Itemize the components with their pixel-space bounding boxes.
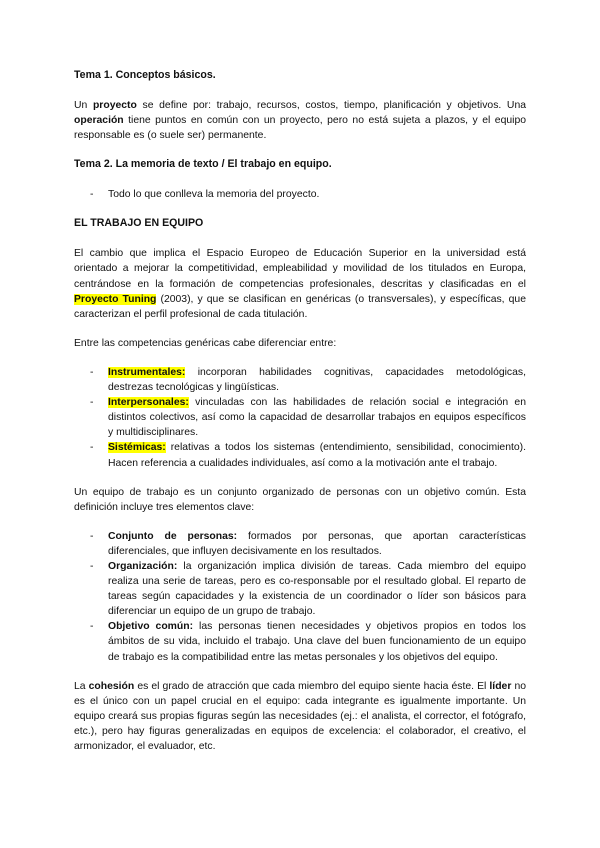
section-paragraph-1: El cambio que implica el Espacio Europeo de Educación Superior en la universidad está orientado a mejorar la competitividad, empleabilidad y movilidad de los titulados en Europa, centrándose en la formación de competencias profesionales, descritas y clasificadas en el Proyecto Tuning (2003), y que se clasifican en genéricas (o transversales), y específicas, que caracterizan el perfil profesional de cada titulación. [74,248,526,320]
tema2-heading: Tema 2. La memoria de texto / El trabajo en equipo. [74,158,332,171]
term-proyecto: proyecto [92,100,137,111]
term-cohesion: cohesión [88,680,135,692]
highlight-term: Instrumentales: [108,366,186,378]
list-item: - Todo lo que conlleva la memoria del proyecto. [90,189,320,201]
tema1-heading: Tema 1. Conceptos básicos. [74,69,216,81]
highlight-term: Sistémicas: [108,442,166,454]
section-heading: EL TRABAJO EN EQUIPO [74,217,204,230]
section-paragraph-2: Entre las competencias genéricas cabe diferenciar entre: [74,337,337,349]
list-item: - Objetivo común: las personas tienen necesidades y objetivos propios en todos los ámbitos de su vida, incluido el trabajo. Una clave del buen funcionamiento de un equipo de trabajo es la compatibilidad entre las metas personales y los objetivos del equipo. [90,621,526,663]
highlight-proyecto-tuning: Proyecto Tuning [74,293,157,305]
highlight-term: Interpersonales: [108,397,189,409]
term-operacion: operación [74,115,124,127]
competencias-list [74,365,526,471]
bold-term: Conjunto de personas: [108,530,238,542]
elementos-list [74,529,526,665]
list-item: - Instrumentales: incorporan habilidades cognitivas, capacidades metodológicas, destrezas tecnológicas y lingüísticas. [90,366,526,394]
list-item: - Organización: la organización implica división de tareas. Cada miembro del equipo realiza una serie de tareas, pero es co-responsable por el resultado global. El reparto de tareas según capacidades y la existencia de un coordinador o líder son básicos para diferenciar un equipo de un grupo de trabajo. [90,560,526,618]
bold-term: Objetivo común: [108,621,194,633]
tema1-paragraph: Un proyecto se define por: trabajo, recursos, costos, tiempo, planificación y objetivos. Una operación tiene puntos en común con un proyecto, pero no está sujeta a plazos, y el equipo responsable es (o suele ser) permanente. [74,100,526,142]
list-item: - Sistémicas: relativas a todos los sistemas (entendimiento, sensibilidad, conocimiento). Hacen referencia a cualidades individuales, así como a la motivación ante el trabajo. [90,442,526,469]
list-item: - Interpersonales: vinculadas con las habilidades de relación social e integración en distintos colectivos, así como la capacidad de desarrollar trabajos en equipos específicos y multidisciplinares. [90,397,526,439]
section-paragraph-3: Un equipo de trabajo es un conjunto organizado de personas con un objetivo común. Esta definición incluye tres elementos clave: [74,486,526,513]
list-item: - Conjunto de personas: formados por personas, que aportan características diferenciales, que influyen decisivamente en los resultados. [90,530,526,557]
term-lider: líder [489,680,512,692]
section-paragraph-4: La cohesión es el grado de atracción que cada miembro del equipo siente hacia éste. El líder no es el único con un papel crucial en el equipo: cada integrante es igualmente importante. Un equipo creará sus propias figuras según las necesidades (ej.: el analista, el corrector, el fotógrafo, etc.), pero hay figuras generalizadas en equipos de excelencia: el colaborador, el creativo, el armonizador, el evaluador, etc. [74,680,527,752]
bold-term: Organización: [108,560,178,572]
tema2-list [74,187,526,202]
